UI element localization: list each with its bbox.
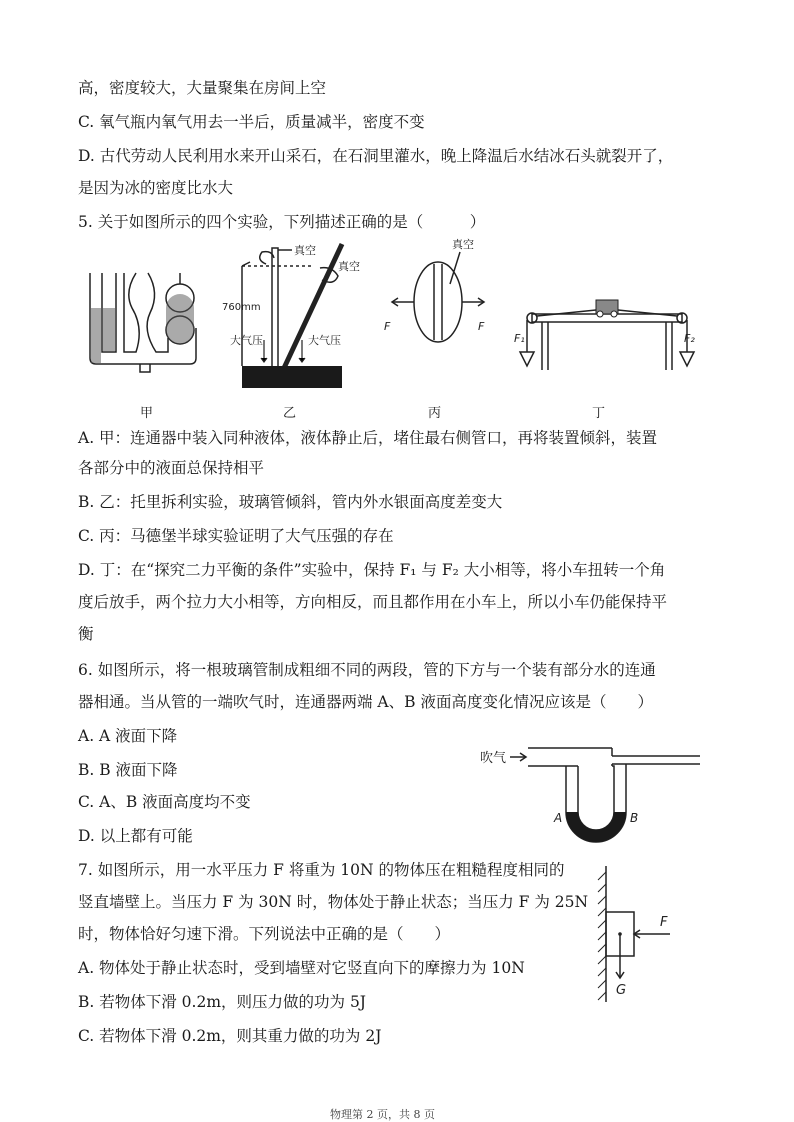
fig-magdeburg <box>378 232 498 350</box>
q7-option-a: A. 物体处于静止状态时，受到墙壁对它竖直向下的摩擦力为 10N <box>78 959 525 977</box>
fig-torricelli <box>222 240 362 392</box>
fig-q7-g-label: G <box>616 983 627 998</box>
q4-option-c: C. 氧气瓶内氧气用去一半后，质量减半，密度不变 <box>78 113 425 131</box>
fig-label-ding: 丁 <box>592 406 606 421</box>
fig-q7-f-label: F <box>660 915 668 930</box>
q6-stem-line1: 6. 如图所示，将一根玻璃管制成粗细不同的两段，管的下方与一个装有部分水的连通 <box>78 661 656 679</box>
fig-q6-a-label: A <box>554 811 563 825</box>
fig-b-atm-label-2: 大气压 <box>308 334 341 347</box>
q5-option-d-line3: 衡 <box>78 625 94 643</box>
fig-block-on-wall <box>590 862 700 1008</box>
fig-label-jia: 甲 <box>140 406 154 421</box>
q5-option-d-line2: 度后放手，两个拉力大小相等，方向相反，而且都作用在小车上，所以小车仍能保持平 <box>78 593 668 611</box>
q7-option-b: B. 若物体下滑 0.2m，则压力做的功为 5J <box>78 993 367 1011</box>
fig-d-f2: F₂ <box>684 332 695 345</box>
q7-stem-line2: 竖直墙壁上。当压力 F 为 30N 时，物体处于静止状态；当压力 F 为 25N <box>78 893 589 911</box>
q5-option-a-line2: 各部分中的液面总保持相平 <box>78 459 265 477</box>
fig-q6-b-label: B <box>630 811 639 825</box>
fig-connected-vessels <box>80 268 210 378</box>
q6-stem-line2: 器相通。当从管的一端吹气时，连通器两端 A、B 液面高度变化情况应该是（ ） <box>78 693 653 711</box>
page-footer: 物理第 2 页，共 8 页 <box>330 1108 435 1121</box>
q5-option-a-line1: A. 甲：连通器中装入同种液体，液体静止后，堵住最右侧管口，再将装置倾斜，装置 <box>78 429 658 447</box>
fig-b-height-label: 760mm <box>222 302 261 313</box>
q5-option-d-line1: D. 丁：在“探究二力平衡的条件”实验中，保持 F₁ 与 F₂ 大小相等，将小车扭转一个角 <box>78 561 666 579</box>
fig-c-vacuum-label: 真空 <box>452 238 474 251</box>
fig-b-vacuum-label-1: 真空 <box>294 244 316 257</box>
fig-c-f-right: F <box>478 320 485 333</box>
q5-option-c: C. 丙：马德堡半球实验证明了大气压强的存在 <box>78 527 394 545</box>
q4-option-d-line2: 是因为冰的密度比水大 <box>78 179 234 197</box>
q6-option-b: B. B 液面下降 <box>78 761 178 779</box>
q5-option-b: B. 乙：托里拆利实验，玻璃管倾斜，管内外水银面高度差变大 <box>78 493 503 511</box>
fig-force-balance <box>512 294 702 374</box>
fig-venturi-tube <box>480 740 705 850</box>
fig-c-f-left: F <box>384 320 391 333</box>
fig-label-yi: 乙 <box>283 406 297 421</box>
q5-stem: 5. 关于如图所示的四个实验，下列描述正确的是（ ） <box>78 213 486 231</box>
fig-label-bing: 丙 <box>428 406 442 421</box>
q6-option-d: D. 以上都有可能 <box>78 827 193 845</box>
q6-option-c: C. A、B 液面高度均不变 <box>78 793 251 811</box>
q4-text-line: 高，密度较大，大量聚集在房间上空 <box>78 79 327 97</box>
q7-stem-line3: 时，物体恰好匀速下滑。下列说法中正确的是（ ） <box>78 925 451 943</box>
fig-q6-blow-label: 吹气 <box>480 751 507 766</box>
fig-d-f1: F₁ <box>514 332 525 345</box>
q7-stem-line1: 7. 如图所示，用一水平压力 F 将重为 10N 的物体压在粗糙程度相同的 <box>78 861 565 879</box>
q6-option-a: A. A 液面下降 <box>78 727 178 745</box>
fig-b-atm-label-1: 大气压 <box>230 334 263 347</box>
q7-option-c: C. 若物体下滑 0.2m，则其重力做的功为 2J <box>78 1027 382 1045</box>
fig-b-vacuum-label-2: 真空 <box>338 260 360 273</box>
q4-option-d-line1: D. 古代劳动人民利用水来开山采石，在石洞里灌水，晚上降温后水结冰石头就裂开了， <box>78 147 674 165</box>
